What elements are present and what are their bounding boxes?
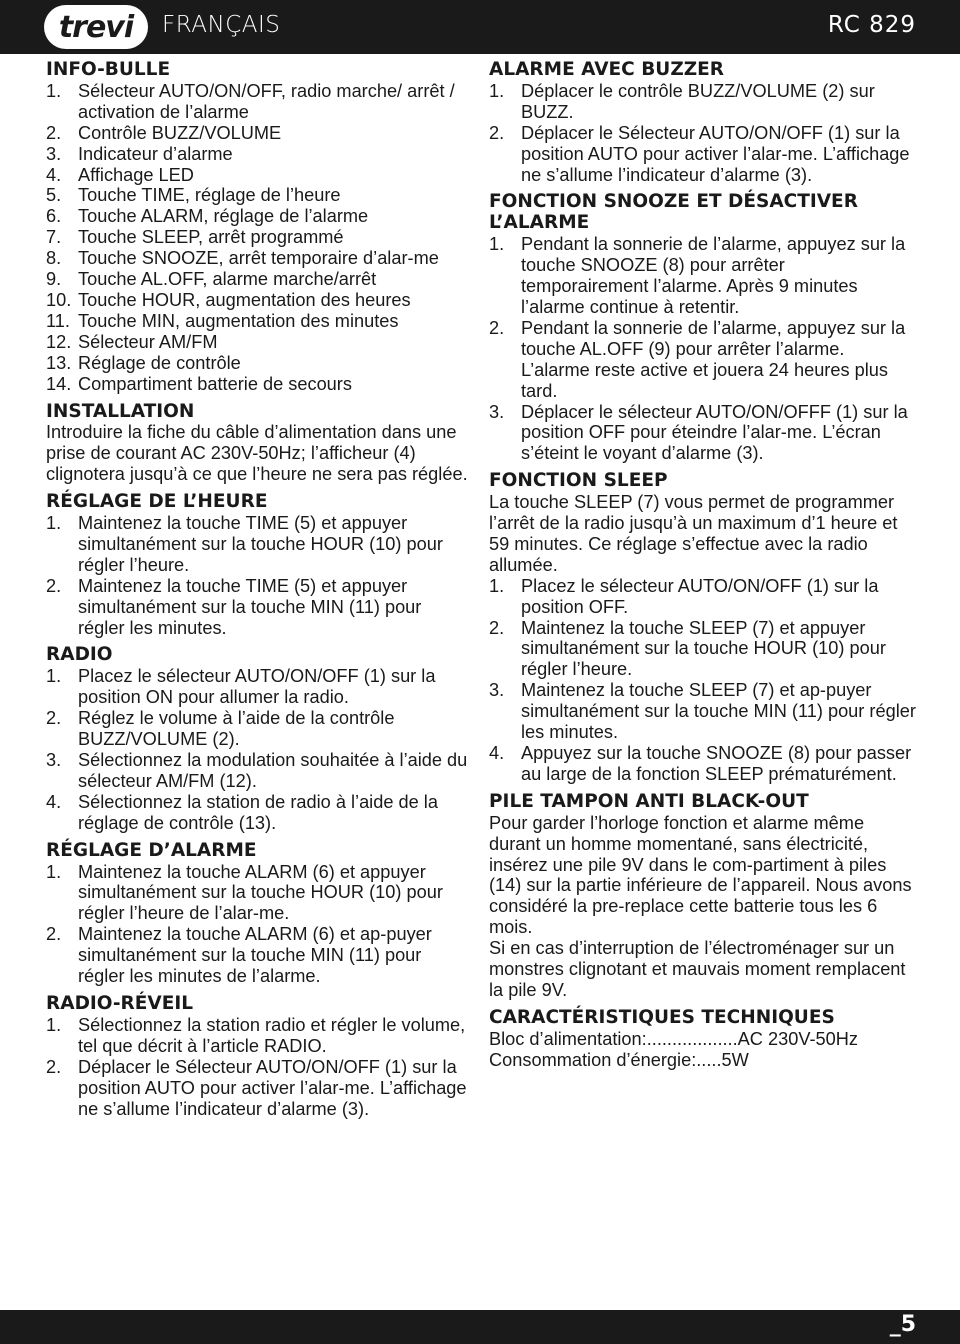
list-item [46, 576, 472, 639]
list-item [46, 792, 472, 834]
item-text: Appuyez sur la touche SNOOZE (8) pour passer au large de la fonction SLEEP prématurément. [521, 743, 912, 784]
list-item [46, 353, 472, 374]
item-number: 1. [489, 80, 505, 101]
section-pile-tampon [489, 792, 917, 1001]
item-number: 4. [46, 791, 62, 812]
list-item [489, 576, 917, 618]
list-item [489, 680, 917, 743]
list-item [46, 144, 472, 165]
list-item [46, 332, 472, 353]
item-text: Sélectionnez la station radio et régler le volume, tel que décrit à l’article RADIO. [78, 1014, 466, 1056]
item-text: Indicateur d’alarme [78, 143, 233, 164]
item-number: 1. [46, 513, 62, 534]
item-number: 13. [46, 352, 72, 373]
item-number: 1. [489, 575, 505, 596]
section-installation [46, 402, 472, 486]
section-title: FONCTION SNOOZE ET DÉSACTIVER L’ALARME [489, 191, 858, 234]
list-item [46, 185, 472, 206]
section-info-bulle [46, 60, 472, 395]
item-text: Maintenez la touche SLEEP (7) et appuyer simultanément sur la touche HOUR (10) pour régler l’heure. [521, 617, 886, 680]
item-text: Maintenez la touche TIME (5) et appuyer simultanément sur la touche MIN (11) pour régler les minutes. [78, 575, 422, 638]
item-text: Maintenez la touche SLEEP (7) et ap-puyer simultanément sur la touche MIN (11) pour régler les minutes. [521, 680, 916, 743]
list-item [489, 81, 917, 123]
list-item [46, 666, 472, 708]
list-item [489, 402, 917, 465]
list-item [489, 234, 917, 318]
item-number: 2. [46, 575, 62, 596]
item-number: 8. [46, 248, 62, 269]
item-number: 1. [46, 80, 62, 101]
list-item [46, 206, 472, 227]
item-number: 14. [46, 373, 72, 394]
section-caracteristiques [489, 1008, 917, 1071]
item-text: Placez le sélecteur AUTO/ON/OFF (1) sur la position ON pour allumer la radio. [78, 666, 436, 708]
item-text: Maintenez la touche ALARM (6) et appuyer simultanément sur la touche HOUR (10) pour régler l’heure de l’alar-me. [78, 861, 443, 924]
item-text: Touche AL.OFF, alarme marche/arrêt [78, 269, 377, 290]
list-item [46, 81, 472, 123]
footer-bar [0, 1310, 960, 1344]
item-number: 1. [46, 666, 62, 687]
item-text: Maintenez la touche TIME (5) et appuyer simultanément sur la touche HOUR (10) pour régler l’heure. [78, 513, 443, 575]
item-number: 2. [46, 122, 62, 143]
language-label: FRANÇAIS [162, 12, 281, 38]
alarme-buzzer-list [489, 81, 917, 186]
sleep-list [489, 576, 917, 785]
section-alarme-buzzer [489, 60, 917, 185]
list-item [46, 708, 472, 750]
page-number: _5 [889, 1312, 916, 1337]
item-text: Pendant la sonnerie de l’alarme, appuyez sur la touche AL.OFF (9) pour arrêter l’alarme. L’alarme reste active et jouera 24 heures plus tard. [521, 317, 906, 401]
list-item [489, 743, 917, 785]
item-text: Sélecteur AM/FM [78, 331, 218, 352]
section-title: ALARME AVEC BUZZER [489, 59, 725, 80]
section-title: CARACTÉRISTIQUES TECHNIQUES [489, 1006, 835, 1028]
section-title: FONCTION SLEEP [489, 470, 668, 492]
item-number: 3. [46, 143, 62, 164]
item-text: Réglage de contrôle [78, 352, 241, 373]
item-number: 6. [46, 206, 62, 227]
item-number: 3. [489, 401, 505, 422]
item-number: 12. [46, 331, 72, 352]
item-text: Touche MIN, augmentation des minutes [78, 310, 399, 331]
item-number: 5. [46, 185, 62, 206]
list-item [46, 311, 472, 332]
section-sleep [489, 471, 917, 785]
item-number: 9. [46, 269, 62, 290]
spec-power-supply: Bloc d’alimentation:..................AC 230V-50Hz [489, 1028, 858, 1049]
list-item [46, 165, 472, 186]
item-text: Affichage LED [78, 164, 194, 185]
section-reglage-heure [46, 492, 472, 638]
section-title: RÉGLAGE DE L’HEURE [46, 491, 268, 513]
item-number: 4. [46, 164, 62, 185]
item-number: 10. [46, 289, 72, 310]
model-label: RC 829 [827, 12, 916, 38]
item-number: 2. [489, 617, 505, 638]
info-bulle-list [46, 81, 472, 395]
list-item [46, 924, 472, 987]
reglage-heure-list [46, 513, 472, 638]
radio-list [46, 666, 472, 833]
list-item [489, 618, 917, 681]
list-item [46, 290, 472, 311]
radio-reveil-list [46, 1015, 472, 1120]
item-number: 2. [489, 317, 505, 338]
section-radio [46, 645, 472, 833]
item-text: Déplacer le Sélecteur AUTO/ON/OFF (1) sur la position AUTO pour activer l’alar-me. L’affichage ne s’allume l’indicateur d’alarme (3). [521, 122, 910, 185]
item-number: 7. [46, 227, 62, 248]
item-text: Touche ALARM, réglage de l’alarme [78, 206, 369, 227]
item-number: 11. [46, 310, 70, 331]
list-item [46, 513, 472, 576]
list-item [46, 374, 472, 395]
list-item [46, 123, 472, 144]
item-text: Sélectionnez la station de radio à l’aide de la réglage de contrôle (13). [78, 791, 438, 833]
item-number: 3. [46, 750, 62, 770]
list-item [46, 269, 472, 290]
item-text: Déplacer le sélecteur AUTO/ON/OFFF (1) sur la position OFF pour éteindre l’alar-me. L’écran s’éteint le voyant d’alarme (3). [521, 401, 908, 464]
item-text: Pendant la sonnerie de l’alarme, appuyez sur la touche SNOOZE (8) pour arrêter temporairement l’alarme. Après 9 minutes l’alarme continue à retentir. [521, 234, 906, 317]
item-number: 2. [46, 708, 62, 729]
installation-text: Introduire la fiche du câble d’alimentation dans une prise de courant AC 230V-50Hz; l’afficheur (4) clignotera jusqu’à ce que l’heure ne sera pas réglée. [46, 422, 468, 485]
item-number: 1. [489, 234, 505, 255]
left-column [46, 60, 472, 1126]
logo-text: trevi [58, 9, 134, 45]
right-column [489, 60, 917, 1078]
item-text: Sélecteur AUTO/ON/OFF, radio marche/ arrêt / activation de l’alarme [78, 80, 455, 122]
item-number: 3. [489, 680, 505, 701]
spec-power-consumption: Consommation d’énergie:.....5W [489, 1049, 749, 1070]
item-number: 4. [489, 743, 505, 763]
section-radio-reveil [46, 994, 472, 1119]
list-item [46, 248, 472, 269]
item-number: 2. [46, 924, 62, 945]
pile-text-1: Pour garder l’horloge fonction et alarme même durant un homme momentané, sans électricité, insérez une pile 9V dans le com-partiment à piles (14) sur la partie inférieure de l’appareil. Nous avons considéré la pre-replace cette batterie tous les 6 mois. [489, 812, 912, 938]
item-text: Déplacer le Sélecteur AUTO/ON/OFF (1) sur la position AUTO pour activer l’alar-me. L’affichage ne s’allume l’indicateur d’alarme (3). [78, 1056, 467, 1119]
sleep-text: La touche SLEEP (7) vous permet de programmer l’arrêt de la radio jusqu’à un maximum d’1 heure et 59 minutes. Ce réglage s’effectue avec la radio allumée. [489, 492, 898, 575]
list-item [46, 750, 472, 792]
item-text: Maintenez la touche ALARM (6) et ap-puyer simultanément sur la touche MIN (11) pour régler les minutes de l’alarme. [78, 924, 432, 987]
item-number: 2. [46, 1056, 62, 1077]
list-item [489, 318, 917, 402]
item-text: Touche SLEEP, arrêt programmé [78, 227, 344, 248]
section-snooze [489, 192, 917, 464]
pile-text-2: Si en cas d’interruption de l’électroménager sur un monstres clignotant et mauvais moment remplacent la pile 9V. [489, 938, 906, 1000]
list-item [46, 862, 472, 925]
list-item [46, 227, 472, 248]
snooze-list [489, 234, 917, 464]
item-number: 1. [46, 861, 62, 882]
item-text: Touche SNOOZE, arrêt temporaire d’alar-me [78, 248, 439, 269]
list-item [46, 1015, 472, 1057]
section-title: RADIO [46, 644, 113, 666]
item-text: Touche TIME, réglage de l’heure [78, 185, 341, 206]
brand-logo [44, 5, 148, 49]
item-text: Placez le sélecteur AUTO/ON/OFF (1) sur la position OFF. [521, 575, 879, 617]
item-text: Réglez le volume à l’aide de la contrôle BUZZ/VOLUME (2). [78, 708, 395, 750]
section-title: INSTALLATION [46, 400, 195, 422]
section-reglage-alarme [46, 841, 472, 987]
section-title: PILE TAMPON ANTI BLACK-OUT [489, 790, 809, 812]
list-item [46, 1057, 472, 1120]
item-number: 1. [46, 1014, 62, 1035]
reglage-alarme-list [46, 862, 472, 987]
item-text: Sélectionnez la modulation souhaitée à l’aide du sélecteur AM/FM (12). [78, 750, 468, 791]
header-bar [0, 0, 960, 54]
section-title: RADIO-RÉVEIL [46, 992, 194, 1014]
section-title: RÉGLAGE D’ALARME [46, 839, 257, 861]
item-text: Déplacer le contrôle BUZZ/VOLUME (2) sur BUZZ. [521, 80, 875, 122]
item-number: 2. [489, 122, 505, 143]
item-text: Contrôle BUZZ/VOLUME [78, 122, 282, 143]
item-text: Touche HOUR, augmentation des heures [78, 289, 411, 310]
list-item [489, 123, 917, 186]
section-title: INFO-BULLE [46, 59, 171, 80]
item-text: Compartiment batterie de secours [78, 373, 352, 394]
